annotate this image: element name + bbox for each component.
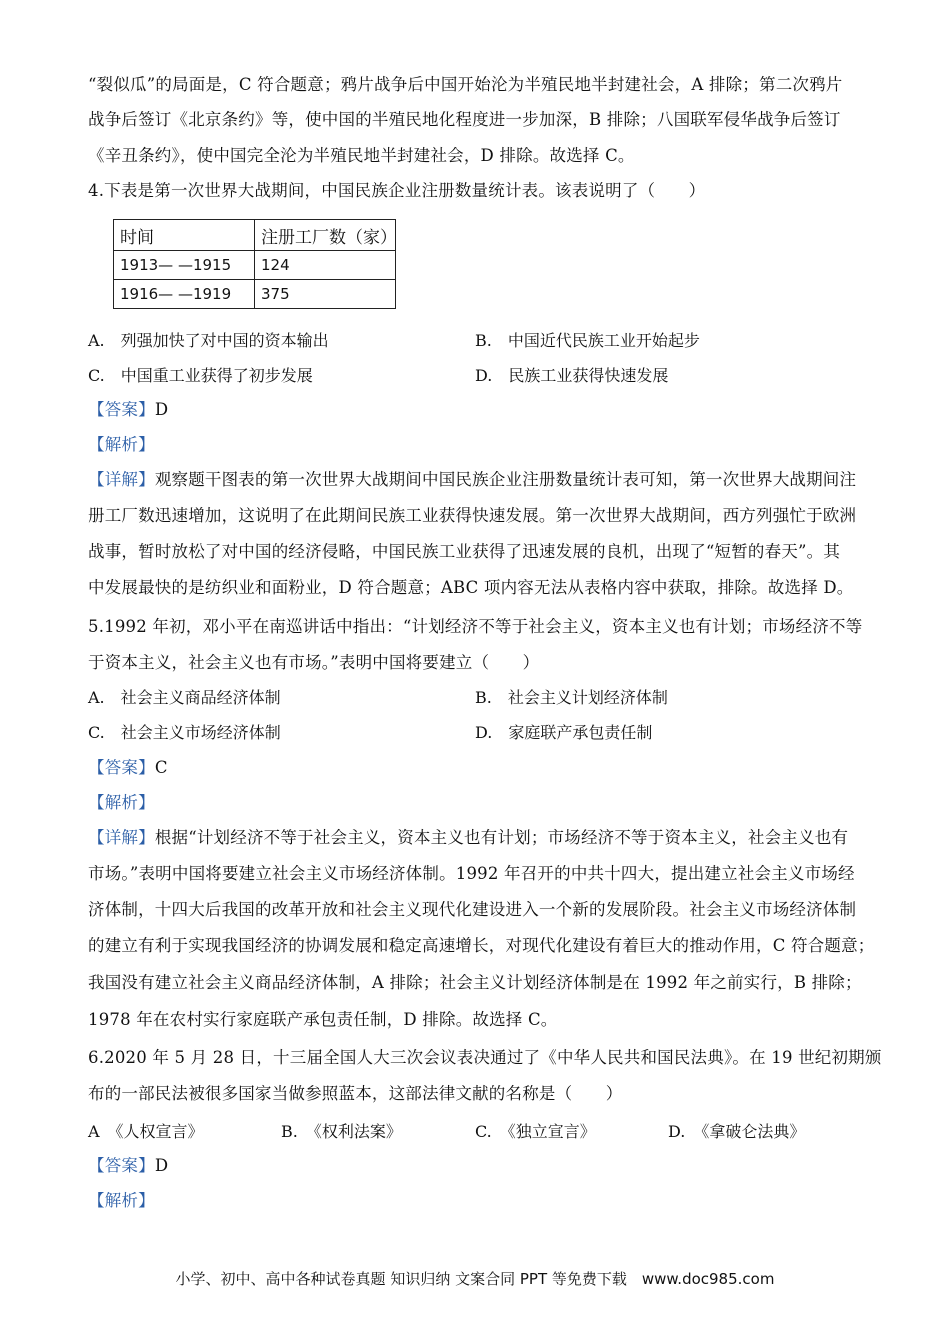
detail-line: 市场。”表明中国将要建立社会主义市场经济体制。1992 年召开的中共十四大，提出建立社会主义市场经: [88, 864, 855, 883]
analysis-label: 【解析】: [88, 793, 155, 812]
answer-line: [88, 757, 878, 779]
option-d: D. 家庭联产承包责任制: [475, 723, 653, 742]
option-c: C. 中国重工业获得了初步发展: [88, 366, 313, 385]
question-6-stem: 6.2020 年 5 月 28 日，十三届全国人大三次会议表决通过了《中华人民共和国民法典》。在 19 世纪初期颁: [88, 1048, 882, 1067]
detail-tag: 【详解】: [88, 828, 155, 847]
question-5-stem: 于资本主义，社会主义也有市场。”表明中国将要建立（ ）: [88, 653, 540, 672]
analysis-tag: [88, 792, 878, 814]
option-c: C. 社会主义市场经济体制: [88, 723, 281, 742]
enterprise-registration-table: [113, 219, 396, 309]
option-a: A. 列强加快了对中国的资本输出: [88, 331, 329, 350]
detail-tag: 【详解】: [88, 470, 155, 489]
option-d: D. 民族工业获得快速发展: [475, 366, 669, 385]
table-header-cell: 注册工厂数（家）: [255, 220, 396, 251]
detail-line: 我国没有建立社会主义商品经济体制，A 排除；社会主义计划经济体制是在 1992 年之前实行，B 排除；: [88, 973, 862, 992]
text-line: 《辛丑条约》，使中国完全沦为半殖民地半封建社会，D 排除。故选择 C。: [88, 146, 635, 165]
option-c: C. 《独立宣言》: [475, 1122, 596, 1141]
question-4-stem: 4.下表是第一次世界大战期间，中国民族企业注册数量统计表。该表说明了（ ）: [88, 181, 706, 200]
option-b: B. 《权利法案》: [281, 1122, 402, 1141]
analysis-label: 【解析】: [88, 435, 155, 454]
answer-line: [88, 1155, 878, 1177]
table-header-row: [114, 220, 396, 251]
table-header-cell: 时间: [114, 220, 255, 251]
table-row: [114, 280, 396, 309]
detail-line: 战事，暂时放松了对中国的经济侵略，中国民族工业获得了迅速发展的良机，出现了“短暂的春天”。其: [88, 542, 841, 561]
table-cell: 375: [255, 280, 396, 309]
detail-line: 的建立有利于实现我国经济的协调发展和稳定高速增长，对现代化建设有着巨大的推动作用，C 符合题意；: [88, 936, 875, 955]
analysis-tag: [88, 434, 878, 456]
answer-value: D: [154, 1156, 169, 1175]
table-cell: 1916— —1919: [114, 280, 255, 309]
detail-line: [88, 827, 878, 849]
detail-line: 中发展最快的是纺织业和面粉业，D 符合题意；ABC 项内容无法从表格内容中获取，排除。故选择 D。: [88, 578, 854, 597]
option-a: A 《人权宣言》: [88, 1122, 204, 1141]
answer-value: C: [154, 758, 168, 777]
option-a: A. 社会主义商品经济体制: [88, 688, 281, 707]
answer-line: [88, 399, 878, 421]
detail-text: 根据“计划经济不等于社会主义，资本主义也有计划；市场经济不等于资本主义，社会主义也有: [154, 828, 849, 847]
table-cell: 124: [255, 251, 396, 280]
page-footer: 小学、初中、高中各种试卷真题 知识归纳 文案合同 PPT 等免费下载 www.doc985.com: [175, 1270, 775, 1288]
detail-line: [88, 469, 878, 491]
table-row: [114, 251, 396, 280]
option-d: D. 《拿破仑法典》: [668, 1122, 806, 1141]
answer-tag: 【答案】: [88, 758, 155, 777]
detail-text: 观察题干图表的第一次世界大战期间中国民族企业注册数量统计表可知，第一次世界大战期间注: [154, 470, 857, 489]
analysis-tag: [88, 1190, 878, 1212]
text-line: 战争后签订《北京条约》等，使中国的半殖民地化程度进一步加深，B 排除；八国联军侵华战争后签订: [88, 110, 841, 129]
option-b: B. 社会主义计划经济体制: [475, 688, 668, 707]
answer-tag: 【答案】: [88, 400, 155, 419]
answer-value: D: [154, 400, 169, 419]
analysis-label: 【解析】: [88, 1191, 155, 1210]
answer-tag: 【答案】: [88, 1156, 155, 1175]
detail-line: 1978 年在农村实行家庭联产承包责任制，D 排除。故选择 C。: [88, 1010, 558, 1029]
option-b: B. 中国近代民族工业开始起步: [475, 331, 700, 350]
table-cell: 1913— —1915: [114, 251, 255, 280]
question-6-stem: 布的一部民法被很多国家当做参照蓝本，这部法律文献的名称是（ ）: [88, 1084, 623, 1103]
detail-line: 济体制，十四大后我国的改革开放和社会主义现代化建设进入一个新的发展阶段。社会主义市场经济体制: [88, 900, 857, 919]
detail-line: 册工厂数迅速增加，这说明了在此期间民族工业获得快速发展。第一次世界大战期间，西方列强忙于欧洲: [88, 506, 857, 525]
question-5-stem: 5.1992 年初，邓小平在南巡讲话中指出：“计划经济不等于社会主义，资本主义也有计划；市场经济不等: [88, 617, 863, 636]
text-line: “裂似瓜”的局面是，C 符合题意；鸦片战争后中国开始沦为半殖民地半封建社会，A 排除；第二次鸦片: [88, 75, 843, 94]
